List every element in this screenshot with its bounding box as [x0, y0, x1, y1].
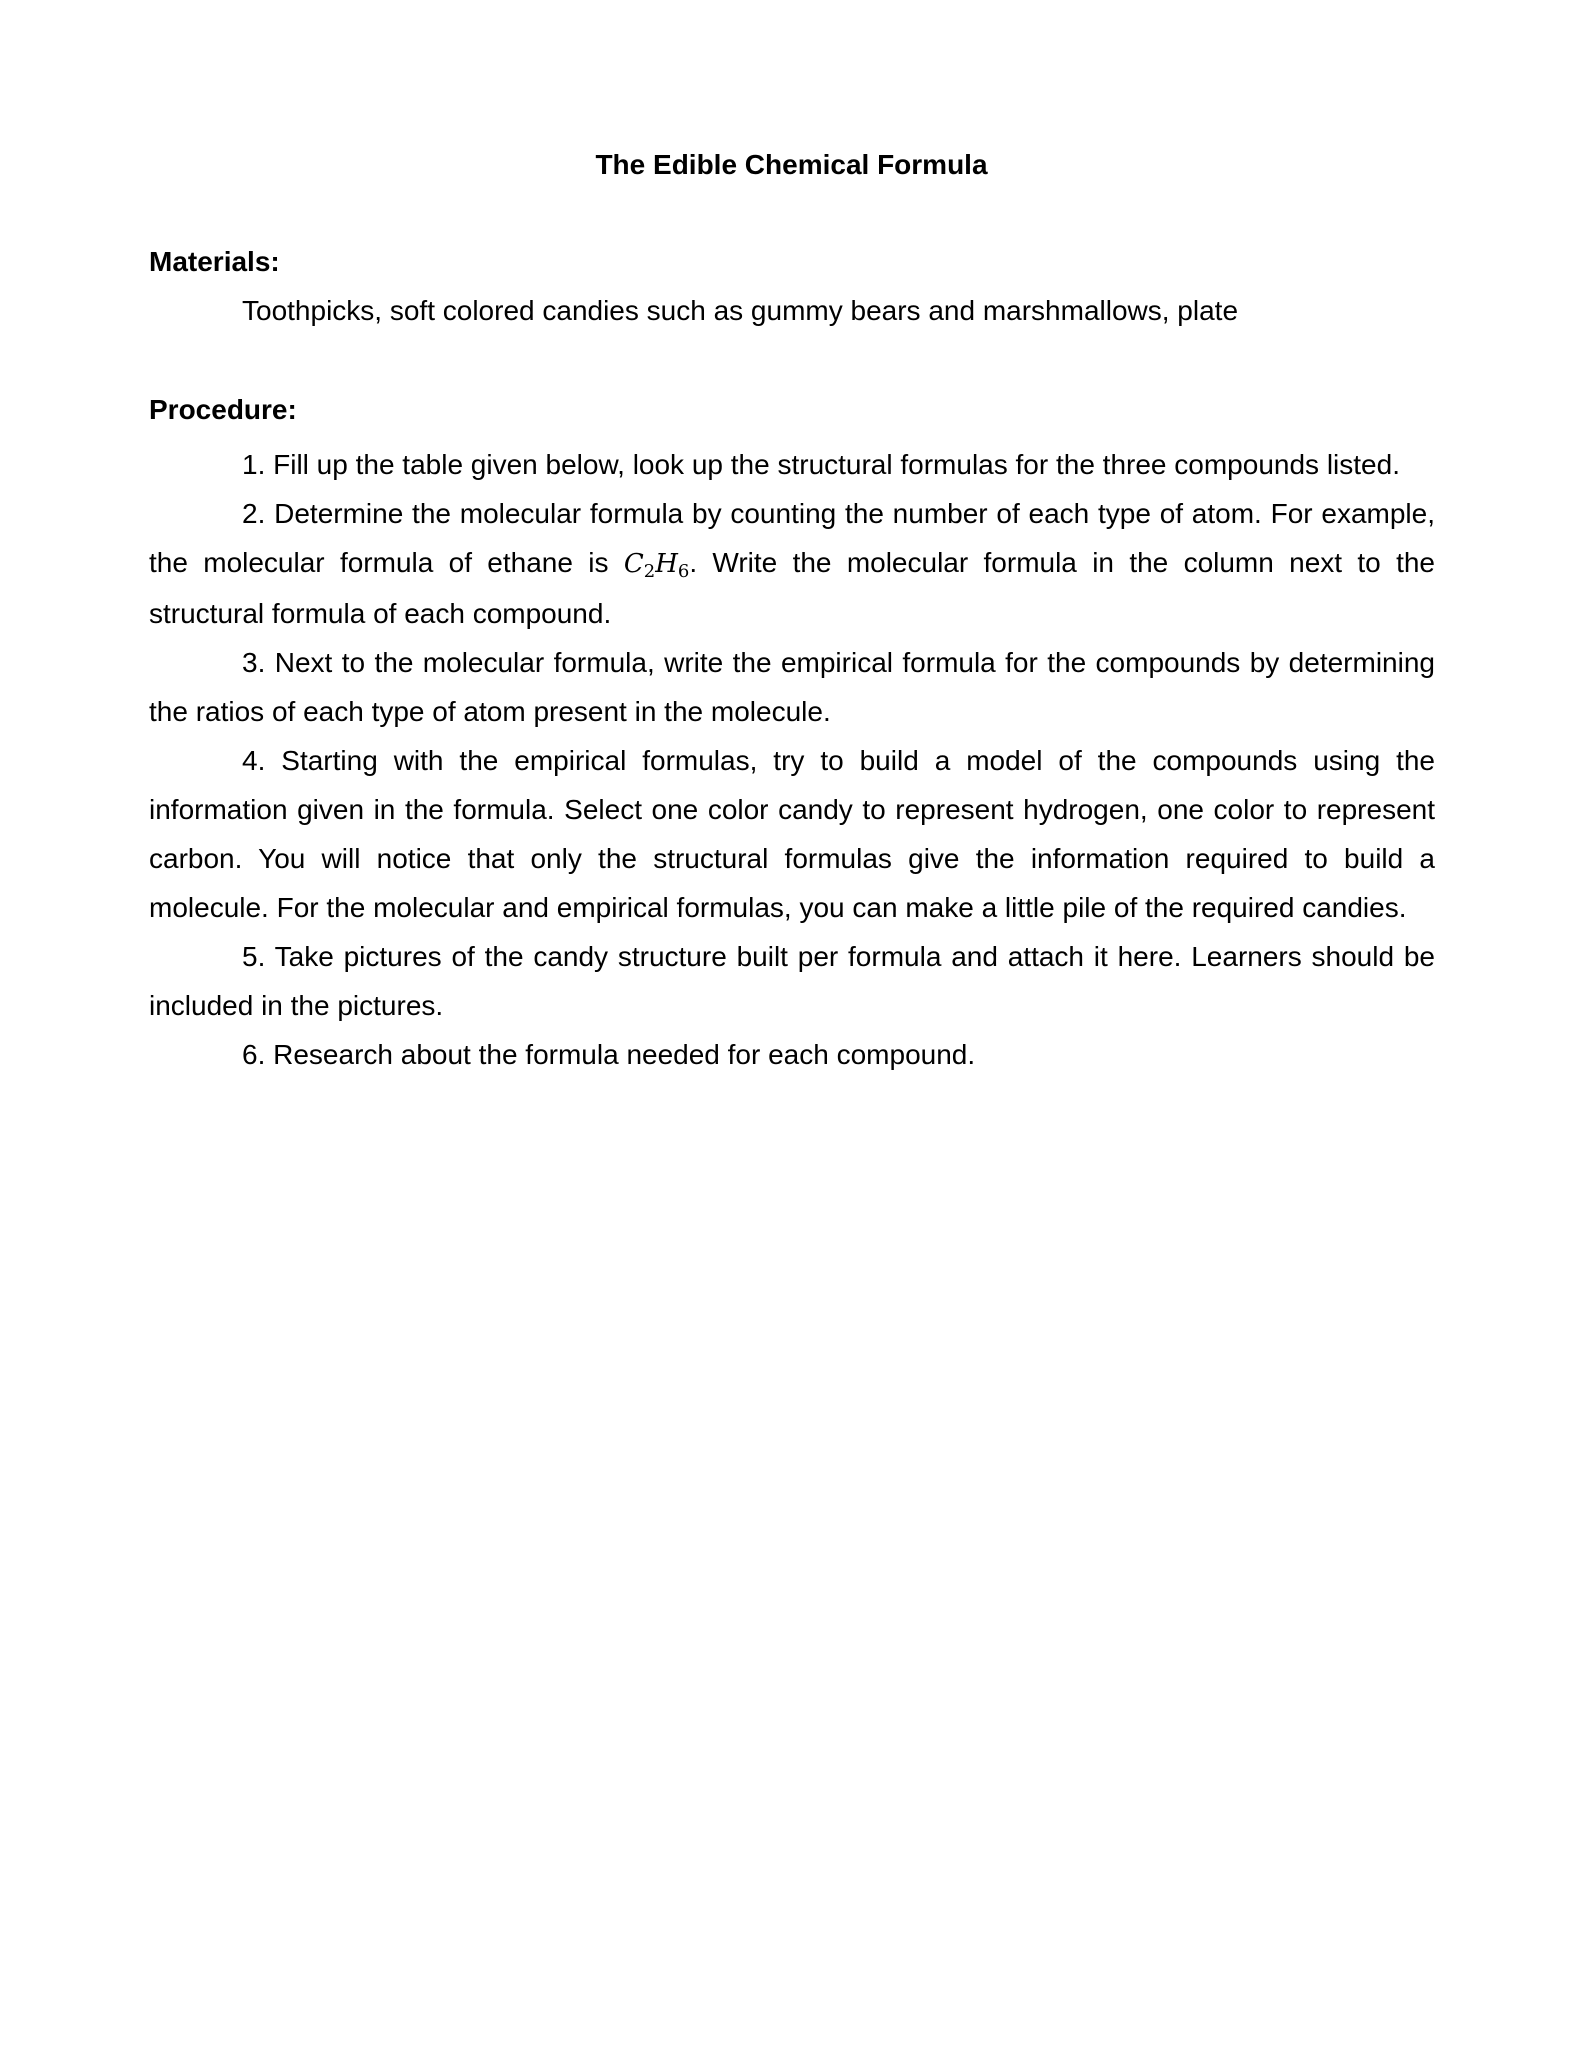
procedure-step-1: 1. Fill up the table given below, look up the structural formulas for the three compounds listed. [242, 449, 1400, 480]
procedure-step-5: 5. Take pictures of the candy structure built per formula and attach it here. Learners should be included in the pictures. [149, 941, 1435, 1021]
materials-text: Toothpicks, soft colored candies such as gummy bears and marshmallows, plate [242, 295, 1239, 326]
step-2-text-after: . Write the molecular formula in the column next to the structural formula of each compound. [149, 547, 1435, 629]
step-2-text-before: 2. Determine the molecular formula by counting the number of each type of atom. For example, the molecular formula of ethane is [149, 498, 1435, 578]
procedure-step-3: 3. Next to the molecular formula, write the empirical formula for the compounds by determining the ratios of each type of atom present in the molecule. [149, 647, 1435, 727]
procedure-step-2 [149, 489, 1435, 638]
procedure-step-6: 6. Research about the formula needed for each compound. [242, 1039, 976, 1070]
ethane-formula [623, 549, 690, 582]
formula-hydrogen-symbol: H [655, 549, 678, 579]
procedure-steps [149, 440, 1435, 1079]
document-title: The Edible Chemical Formula [595, 149, 988, 180]
materials-heading: Materials: [149, 246, 280, 277]
formula-hydrogen-count: 6 [677, 561, 690, 582]
procedure-heading: Procedure: [149, 394, 297, 425]
formula-carbon-count: 2 [643, 561, 656, 582]
formula-carbon-symbol: C [623, 549, 644, 579]
procedure-step-4: 4. Starting with the empirical formulas, try to build a model of the compounds using the information given in the formula. Select one color candy to represent hydrogen, one color to represent carbon. You will notice that only the structural formulas give the information required to build a molecule. For the molecular and empirical formulas, you can make a little pile of the required candies. [149, 745, 1435, 923]
